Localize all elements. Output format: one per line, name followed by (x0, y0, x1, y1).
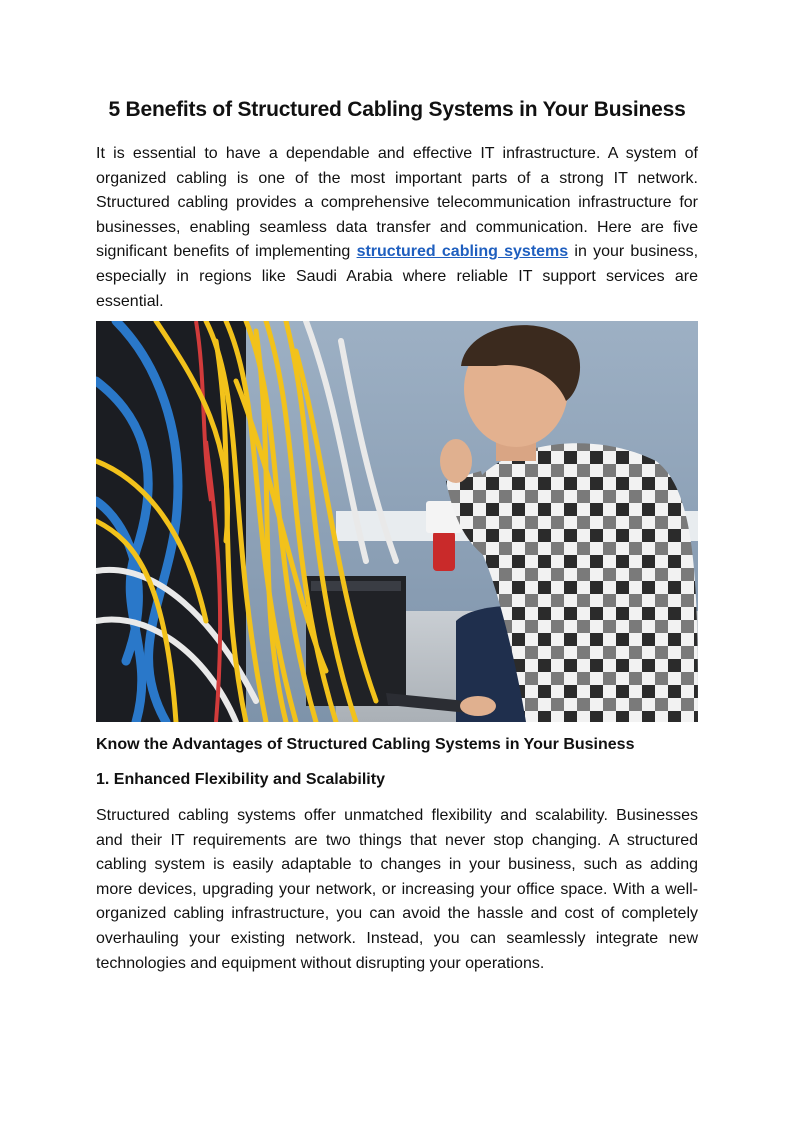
section-heading: Know the Advantages of Structured Cabling Systems in Your Business (96, 736, 635, 753)
benefit-1-paragraph: Structured cabling systems offer unmatched flexibility and scalability. Businesses and their IT requirements are two things that never stop changing. A structured cabling system is easily adaptable to changes in your business, such as adding more devices, upgrading your network, or increasing your office space. With a well-organized cabling infrastructure, you can avoid the hassle and cost of completely overhauling your existing network. Instead, you can seamlessly integrate new technologies and equipment without disrupting your operations. (96, 807, 698, 972)
intro-text-after-link: in your business, especially in regions like Saudi Arabia where reliable IT support services are essential. (96, 243, 699, 310)
intro-paragraph (96, 142, 698, 314)
benefit-1-heading: 1. Enhanced Flexibility and Scalability (96, 771, 385, 788)
technician-cables-photo (96, 321, 698, 722)
intro-text-before-link: It is essential to have a dependable and effective IT infrastructure. A system of organized cabling is one of the most important parts of a strong IT network. Structured cabling provides a comprehensive telecommunication infrastructure for businesses, enabling seamless data transfer and communication. Here are five significant benefits of implementing (96, 145, 698, 261)
document-page (96, 96, 698, 314)
structured-cabling-link[interactable]: structured cabling systems (356, 243, 569, 261)
page-title: 5 Benefits of Structured Cabling Systems in Your Business (108, 98, 686, 121)
